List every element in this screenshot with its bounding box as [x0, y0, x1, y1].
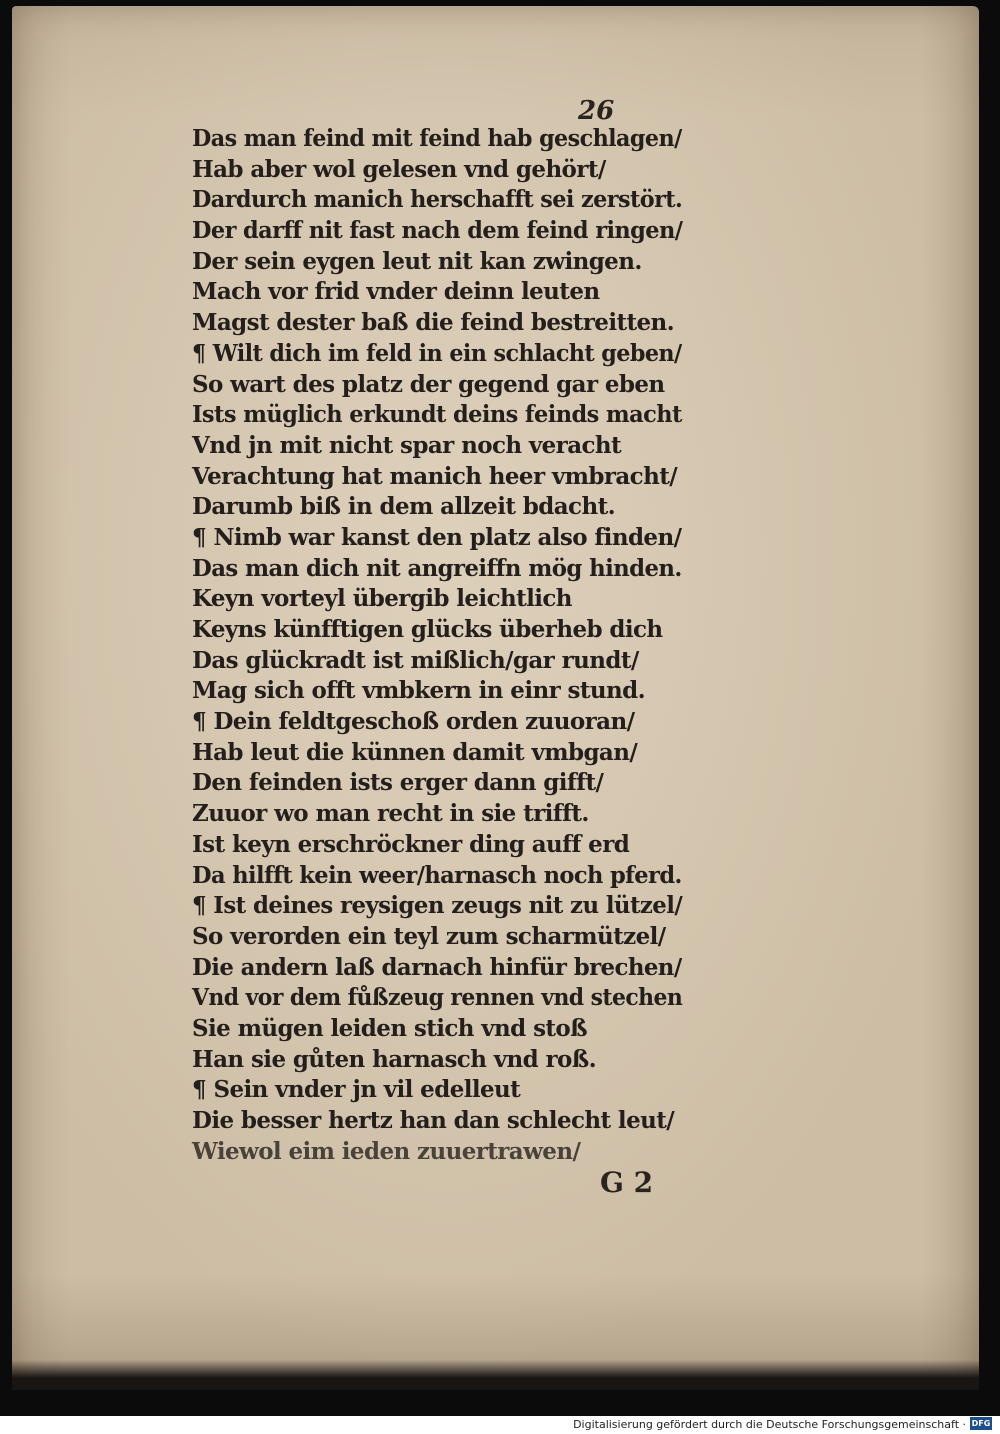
book-page	[12, 6, 979, 1384]
text-line: ¶ Sein vnder jn vil edelleut	[192, 1076, 521, 1104]
text-line: Darumb biß in dem allzeit bdacht.	[192, 493, 616, 521]
text-line: Mag sich offt vmbkern in einr stund.	[192, 677, 646, 705]
text-line: ¶ Nimb war kanst den platz also finden/	[192, 523, 682, 551]
text-line: Ist keyn erschröckner ding auff erd	[192, 830, 630, 858]
text-line: Den feinden ists erger dann gifft/	[192, 769, 604, 797]
text-line: Vnd jn mit nicht spar noch veracht	[192, 431, 622, 459]
text-line: ¶ Wilt dich im feld in ein schlacht geben/	[192, 339, 682, 367]
page-number: 26	[578, 96, 615, 126]
dfg-logo-icon: DFG	[971, 1419, 991, 1428]
page-bottom-edge	[12, 1360, 979, 1390]
text-line: Mach vor frid vnder deinn leuten	[192, 278, 600, 306]
text-line: So wart des platz der gegend gar eben	[192, 370, 665, 398]
text-line: Das man feind mit feind hab geschlagen/	[192, 125, 682, 152]
signature-mark: G 2	[600, 1166, 654, 1199]
text-line: Da hilfft kein weer/harnasch noch pferd.	[192, 861, 682, 889]
text-line: Vnd vor dem fůßzeug rennen vnd stechen	[192, 984, 683, 1012]
text-line: So verorden ein teyl zum scharmützel/	[192, 922, 666, 950]
text-line: Magst dester baß die feind bestreitten.	[192, 309, 675, 337]
text-line: ¶ Dein feldtgeschoß orden zuuoran/	[192, 708, 635, 736]
text-line: Dardurch manich herschafft sei zerstört.	[192, 186, 683, 214]
text-line: Die besser hertz han dan schlecht leut/	[192, 1107, 675, 1134]
text-line: Verachtung hat manich heer vmbracht/	[192, 462, 678, 490]
text-line: Ists müglich erkundt deins feinds macht	[192, 401, 682, 429]
text-line: Sie mügen leiden stich vnd stoß	[192, 1014, 588, 1042]
text-line: Wiewol eim ieden zuuertrawen/	[192, 1137, 581, 1165]
text-line: Han sie gůten harnasch vnd roß.	[192, 1045, 597, 1073]
text-line: Der darff nit fast nach dem feind ringen/	[192, 217, 683, 245]
text-line: Die andern laß darnach hinfür brechen/	[192, 953, 682, 981]
text-line: Das glückradt ist mißlich/gar rundt/	[192, 646, 639, 674]
text-line: ¶ Ist deines reysigen zeugs nit zu lützel/	[192, 892, 683, 920]
text-line: Keyn vorteyl übergib leichtlich	[192, 585, 572, 613]
text-line: Keyns künfftigen glücks überheb dich	[192, 616, 663, 643]
text-line: Hab aber wol gelesen vnd gehört/	[192, 155, 606, 183]
text-line: Das man dich nit angreiffn mög hinden.	[192, 554, 682, 582]
text-line: Der sein eygen leut nit kan zwingen.	[192, 247, 642, 275]
verse-text-block	[192, 124, 682, 1167]
text-line: Zuuor wo man recht in sie trifft.	[192, 800, 589, 828]
text-line: Hab leut die künnen damit vmbgan/	[192, 738, 638, 766]
digitization-credit: Digitalisierung gefördert durch die Deutsche Forschungsgemeinschaft ·	[573, 1418, 966, 1431]
